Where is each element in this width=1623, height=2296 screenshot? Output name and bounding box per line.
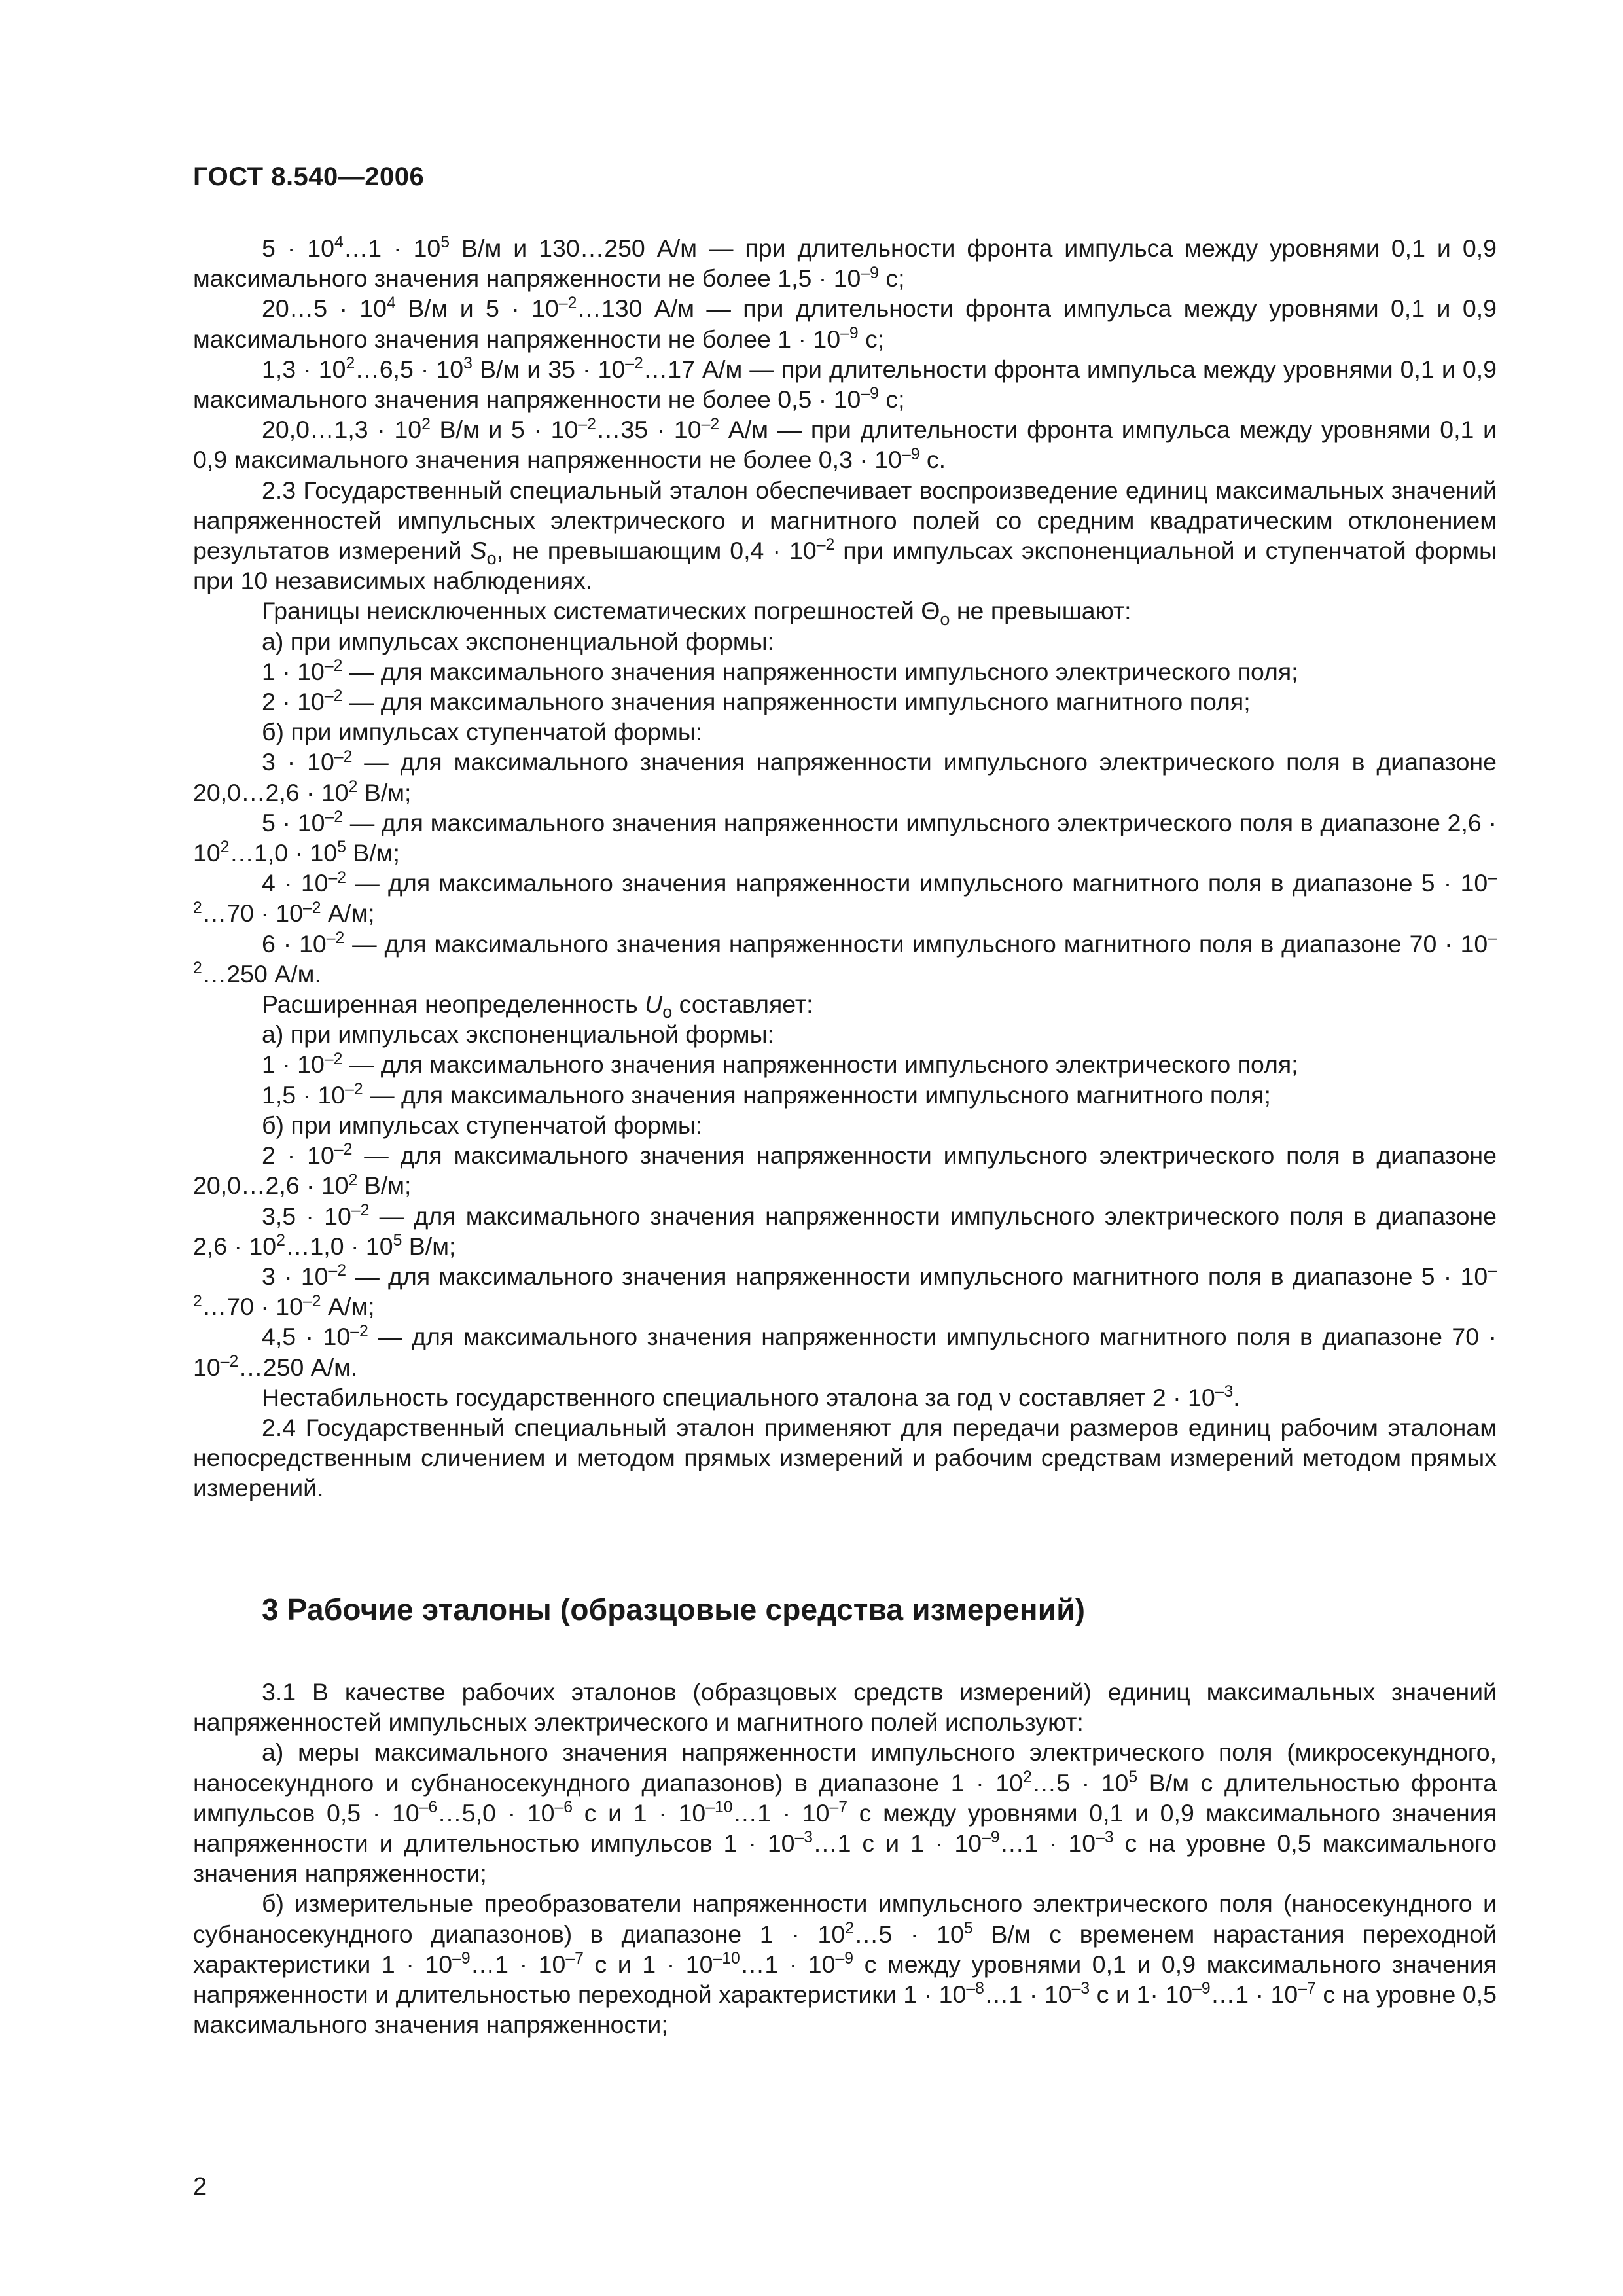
list-item-b2-electric-low: $2 \cdot 10^{-2}$ — для максимального значения напряженности импульсного электрического поля в диапазоне 20,0…2,6 · $10^2$ В/м; xyxy=(193,1141,1497,1200)
section-3-heading: 3 Рабочие эталоны (образцовые средства измерений) xyxy=(262,1592,1086,1626)
list-item-b-step: б) при импульсах ступенчатой формы: xyxy=(262,718,703,746)
list-item-b-step-2: б) при импульсах ступенчатой формы: xyxy=(262,1111,703,1139)
paragraph-instability: Нестабильность государственного специального эталона за год ν составляет $2 \cdot 10^{-3}$. xyxy=(262,1383,1240,1411)
page-number: 2 xyxy=(193,2173,207,2200)
section-3-body xyxy=(193,1677,1497,2039)
list-item-b1-magnetic-low: $4 \cdot 10^{-2}$ — для максимального значения напряженности импульсного магнитного поля в диапазоне $5 \cdot 10^{-2}\dots 70 \cdot 10^{-2}$ А/м; xyxy=(193,869,1497,927)
list-item-b2-electric-high: $3,5 \cdot 10^{-2}$ — для максимального значения напряженности импульсного электрического поля в диапазоне $2,6 \cdot 10^2\dots 1,0 \cdot 10^5$ В/м; xyxy=(193,1201,1497,1260)
paragraph-range-3: $1,3 \cdot 10^2\dots 6,5 \cdot 10^3$ В/м и $35 \cdot 10^{-2}\dots 17$ А/м — при длительности фронта импульса между уровнями 0,1 и 0,9 максимального значения напряженности не более $0,5 \cdot 10^{-9}$ с; xyxy=(193,355,1497,414)
list-item-a1-magnetic: $2 \cdot 10^{-2}$ — для максимального значения напряженности импульсного магнитного поля; xyxy=(262,687,1251,716)
list-item-b2-magnetic-high: $4,5 \cdot 10^{-2}$ — для максимального значения напряженности импульсного магнитного поля в диапазоне $70 \cdot 10^{-2}\dots 250$ А/м. xyxy=(193,1322,1497,1381)
paragraph-bounds: Границы неисключенных систематических погрешностей $\Theta_o$ не превышают: xyxy=(262,597,1132,629)
list-item-a2-magnetic: $1,5 \cdot 10^{-2}$ — для максимального значения напряженности импульсного магнитного поля; xyxy=(262,1081,1271,1109)
list-item-a-exponential: а) при импульсах экспоненциальной формы: xyxy=(262,627,774,655)
list-item-3-1-b: б) измерительные преобразователи напряженности импульсного электрического поля (наносекундного и субнаносекундного диапазонов) в диапазоне $1 \cdot 10^2\dots 5 \cdot 10^5$ В/м с временем нарастания переходной характеристики $1 \cdot 10^{-9}\dots 1 \cdot 10^{-7}$ с и $1 \cdot 10^{-10}\dots 1 \cdot 10^{-9}$ с между уровнями 0,1 и 0,9 максимального значения напряженности и длительностью переходной характеристики $1 \cdot 10^{-8}\dots 1 \cdot 10^{-3}$ с и $1\cdot 10^{-9}\dots 1 \cdot 10^{-7}$ с на уровне 0,5 максимального значения напряженности; xyxy=(193,1890,1497,2039)
paragraph-range-4: 20,0…1,3 · $10^2$ В/м и $5 \cdot 10^{-2}\dots 35 \cdot 10^{-2}$ А/м — при длительности фронта импульса между уровнями 0,1 и 0,9 максимального значения напряженности не более $0,3 \cdot 10^{-9}$ с. xyxy=(193,415,1497,474)
list-item-b1-magnetic-high: $6 \cdot 10^{-2}$ — для максимального значения напряженности импульсного магнитного поля в диапазоне $70 \cdot 10^{-2}\dots 250$ А/м. xyxy=(193,929,1497,988)
list-item-b1-electric-high: $5 \cdot 10^{-2}$ — для максимального значения напряженности импульсного электрического поля в диапазоне $2,6 \cdot 10^2\dots 1,0 \cdot 10^5$ В/м; xyxy=(193,808,1497,867)
paragraph-2-4: 2.4 Государственный специальный эталон применяют для передачи размеров единиц рабочим эталонам непосредственным сличением и методом прямых измерений и рабочим средствам измерений методом прямых измерений. xyxy=(193,1413,1497,1502)
paragraph-range-1: $5 \cdot 10^4\dots 1 \cdot 10^5$ В/м и 130…250 А/м — при длительности фронта импульса между уровнями 0,1 и 0,9 максимального значения напряженности не более $1,5 \cdot 10^{-9}$ с; xyxy=(193,234,1497,293)
list-item-a-exponential-2: а) при импульсах экспоненциальной формы: xyxy=(262,1020,774,1049)
list-item-a2-electric: $1 \cdot 10^{-2}$ — для максимального значения напряженности импульсного электрического поля; xyxy=(262,1050,1298,1079)
paragraph-range-2: 20…5 · $10^4$ В/м и $5 \cdot 10^{-2}\dots 130$ А/м — при длительности фронта импульса между уровнями 0,1 и 0,9 максимального значения напряженности не более $1 \cdot 10^{-9}$ с; xyxy=(193,294,1497,353)
list-item-3-1-a: а) меры максимального значения напряженности импульсного электрического поля (микросекундного, наносекундного и субнаносекундного диапазонов) в диапазоне $1 \cdot 10^2\dots 5 \cdot 10^5$ В/м с длительностью фронта импульсов $0,5 \cdot 10^{-6}\dots 5,0 \cdot 10^{-6}$ с и $1 \cdot 10^{-10}\dots 1 \cdot 10^{-7}$ с между уровнями 0,1 и 0,9 максимального значения напряженности и длительностью импульсов $1 \cdot 10^{-3}\dots 1$ с и $1 \cdot 10^{-9}\dots 1 \cdot 10^{-3}$ с на уровне 0,5 максимального значения напряженности; xyxy=(193,1738,1497,1888)
paragraph-3-1: 3.1 В качестве рабочих эталонов (образцовых средств измерений) единиц максимальных значений напряженностей импульсных электрического и магнитного полей используют: xyxy=(193,1678,1497,1736)
list-item-b2-magnetic-low: $3 \cdot 10^{-2}$ — для максимального значения напряженности импульсного магнитного поля в диапазоне $5 \cdot 10^{-2}\dots 70 \cdot 10^{-2}$ А/м; xyxy=(193,1262,1497,1321)
document-code-header: ГОСТ 8.540—2006 xyxy=(193,162,425,191)
section-2-body xyxy=(193,233,1497,1503)
list-item-a1-electric: $1 \cdot 10^{-2}$ — для максимального значения напряженности импульсного электрического поля; xyxy=(262,657,1298,685)
list-item-b1-electric-low: $3 \cdot 10^{-2}$ — для максимального значения напряженности импульсного электрического поля в диапазоне 20,0…2,6 · $10^2$ В/м; xyxy=(193,747,1497,806)
paragraph-uncertainty: Расширенная неопределенность $U_o$ составляет: xyxy=(262,990,813,1022)
paragraph-2-3: 2.3 Государственный специальный эталон обеспечивает воспроизведение единиц максимальных значений напряженностей импульсных электрического и магнитного полей со средним квадратическим отклонением результатов измерений $S_o$, не превышающим $0,4 \cdot 10^{-2}$ при импульсах экспоненциальной и ступенчатой формы при 10 независимых наблюдениях. xyxy=(193,476,1497,595)
